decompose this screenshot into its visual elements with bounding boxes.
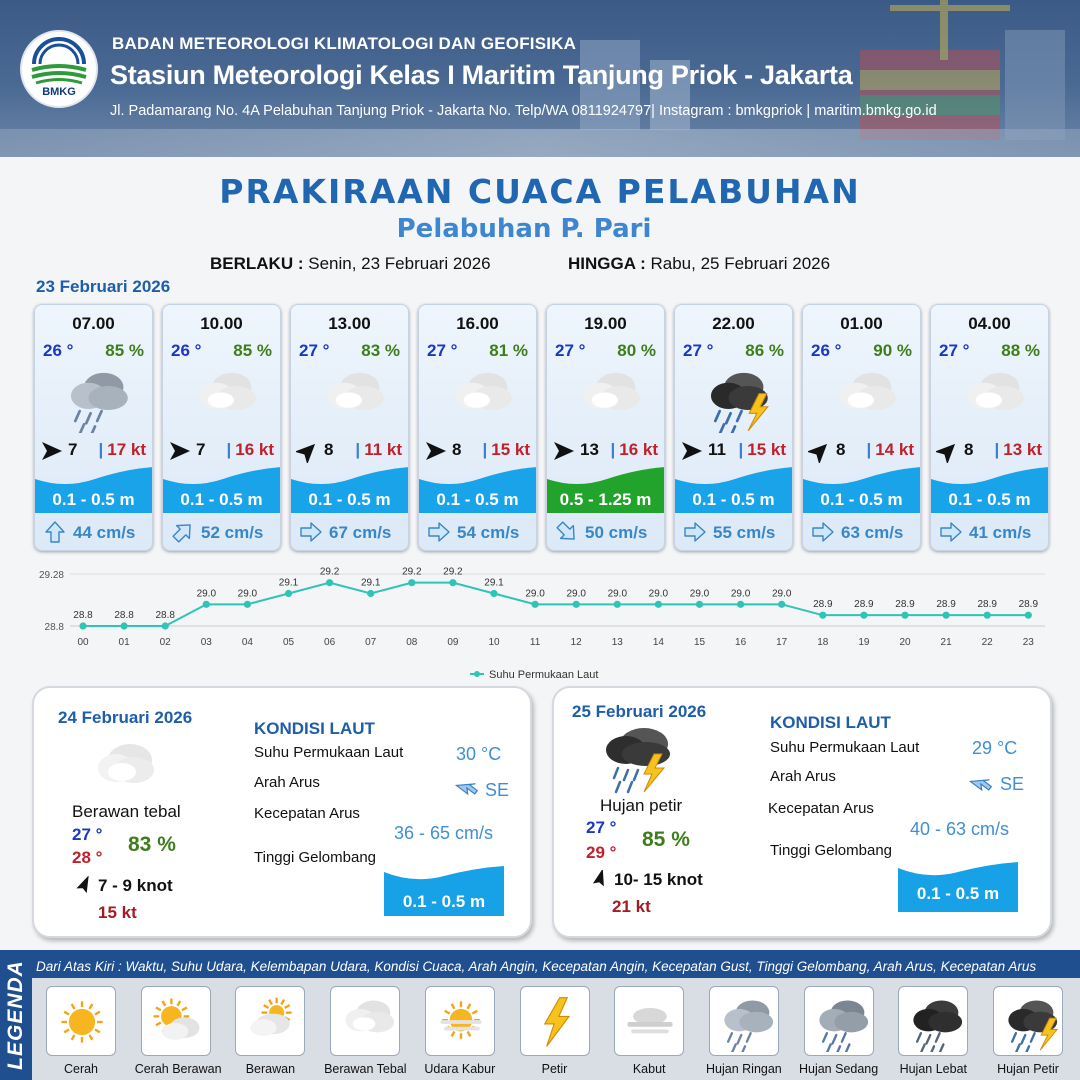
current-direction-icon [555,520,579,544]
wave-height: 0.1 - 0.5 m [52,490,135,509]
wind-speed: 8 [452,440,462,459]
day2-humidity: 83 % [128,833,176,856]
gust-value: 14 kt [875,440,914,459]
legend-icon-box [141,986,211,1056]
sst-data-label: 29.1 [484,577,504,589]
current-direction-icon [43,520,67,544]
x-tick-label: 10 [488,637,500,648]
wave-height: 0.5 - 1.25 m [559,490,652,509]
hourly-card [34,304,153,551]
legend-icon-box [330,986,400,1056]
sst-data-label: 28.9 [977,599,997,611]
day3-wave-label: Tinggi Gelombang [770,842,893,859]
sst-data-label: 29.2 [319,566,340,578]
day3-current-speed: 40 - 63 cm/s [910,819,1010,839]
sst-data-label: 28.9 [936,599,956,611]
sst-data-label: 29.1 [278,577,299,589]
air-temperature: 26 ° [171,341,202,360]
sst-data-point [121,622,128,629]
forecast-time: 13.00 [328,314,371,333]
current-speed: 55 cm/s [713,523,776,542]
legend-label: Cerah Berawan [134,1062,222,1076]
legend-label: Hujan Ringan [706,1062,782,1076]
wave-height: 0.1 - 0.5 m [820,490,903,509]
day3-panel [552,686,1052,938]
sst-data-point [737,601,744,608]
sst-data-label: 28.9 [1018,599,1039,611]
sst-data-label: 29.0 [607,588,628,600]
legend-label: Hujan Lebat [899,1062,967,1076]
x-tick-label: 16 [735,637,747,648]
valid-to-value: Rabu, 25 Februari 2026 [650,254,831,273]
sst-data-label: 29.2 [443,566,463,578]
day1-date: 23 Februari 2026 [36,277,171,296]
gust-value: 15 kt [747,440,786,459]
current-direction-icon [683,520,707,544]
legend-icon-box [235,986,305,1056]
sst-data-label: 29.2 [402,566,422,578]
forecast-time: 16.00 [456,314,499,333]
x-tick-label: 13 [611,637,623,648]
gust-speed: | 11 kt [355,440,402,459]
sst-data-label: 29.0 [648,588,669,600]
x-tick-label: 09 [447,637,459,648]
sst-data-point [162,622,169,629]
legend-item [419,986,501,1076]
current-direction-icon [811,520,835,544]
x-tick-label: 17 [776,637,788,648]
humidity: 80 % [617,341,656,360]
thick-cloud-icon [183,363,263,433]
legend-swatch-dot [474,671,480,677]
humidity: 81 % [489,341,528,360]
valid-to-label: HINGGA : [568,254,646,273]
wind-direction-icon [40,439,64,463]
sst-data-label: 28.8 [73,610,93,621]
legend-icon-box [709,986,779,1056]
wind-speed: 7 [68,440,78,459]
wave-height: 0.1 - 0.5 m [180,490,263,509]
x-tick-label: 07 [365,637,377,648]
gust-value: 16 kt [235,440,274,459]
legend-label: Berawan Tebal [324,1062,407,1076]
sst-data-point [449,579,456,586]
legend-title-text: LEGENDA [4,960,27,1070]
legend-item [703,986,785,1076]
sst-data-point [367,590,374,597]
current-speed: 44 cm/s [73,523,136,542]
day2-current-dir-label: Arah Arus [254,774,320,791]
sst-data-label: 29.0 [566,588,586,600]
wind-direction-icon [808,439,832,463]
thunderstorm-icon [695,363,775,433]
sst-data-label: 28.8 [114,610,134,621]
y-tick-label: 29.28 [38,570,64,581]
heavy-rain-icon [904,992,964,1052]
legend-item [798,986,880,1076]
header-banner [0,0,1080,157]
gust-value: 13 kt [1003,440,1042,459]
sst-data-point [532,601,539,608]
humidity: 88 % [1001,341,1040,360]
sst-data-label: 29.1 [360,577,381,589]
forecast-time: 01.00 [840,314,883,333]
legend-label: Hujan Sedang [798,1062,879,1076]
thick-cloud-icon [567,363,647,433]
sst-data-label: 29.0 [525,588,545,600]
forecast-time: 07.00 [72,314,115,333]
day3-condition: Hujan petir [600,796,683,815]
wind-direction-icon [552,439,576,463]
air-temperature: 26 ° [811,341,842,360]
air-temperature: 27 ° [683,341,714,360]
sst-data-point [778,601,785,608]
humidity: 83 % [361,341,400,360]
partly-sunny-icon [147,992,207,1052]
current-speed: 67 cm/s [329,523,392,542]
chart-legend-label: Suhu Permukaan Laut [489,669,599,681]
weather-condition [183,363,263,433]
wind-speed: 7 [196,440,206,459]
org-name: BADAN METEOROLOGI KLIMATOLOGI DAN GEOFISIKA [112,34,577,53]
x-tick-label: 11 [529,637,541,648]
current-speed: 63 cm/s [841,523,904,542]
sst-data-point [244,601,251,608]
day2-current-speed-label: Kecepatan Arus [254,805,360,822]
sst-data-label: 28.8 [155,610,175,621]
sst-data-point [614,601,621,608]
legend-label: Berawan [245,1062,296,1076]
sst-chart [0,560,1080,685]
y-tick-label: 28.8 [44,622,64,633]
x-tick-label: 21 [940,637,952,648]
day2-sst: 30 °C [456,744,502,764]
legend-label: Udara Kabur [424,1062,496,1076]
legend-icon-box [46,986,116,1056]
hourly-card [930,304,1049,551]
current-direction-icon [939,520,963,544]
legend-label: Kabut [632,1062,666,1076]
x-tick-label: 00 [77,637,89,648]
gust-speed: | 17 kt [98,440,146,459]
sst-data-point [860,612,867,619]
wave-height: 0.1 - 0.5 m [948,490,1031,509]
day3-gust: 21 kt [612,897,651,916]
light-rain-icon [55,363,135,433]
weather-condition [311,363,391,433]
legend-icon-box [425,986,495,1056]
day2-panel [32,686,532,938]
legend-item [40,986,122,1076]
x-tick-label: 23 [1022,637,1034,648]
weather-condition [823,363,903,433]
moderate-rain-icon [810,992,870,1052]
thick-cloud-icon [823,363,903,433]
current-direction-icon [299,520,323,544]
legend-label: Hujan Petir [997,1062,1059,1076]
sst-data-point [326,579,333,586]
sst-data-point [819,612,826,619]
day3-temp-max: 29 ° [586,843,617,862]
sst-data-label: 29.0 [730,588,751,600]
day3-current-dir-label: Arah Arus [770,768,836,785]
current-speed: 54 cm/s [457,523,520,542]
hourly-card [674,304,793,551]
thick-cloud-icon [951,363,1031,433]
legend-item [608,986,690,1076]
weather-condition [951,363,1031,433]
valid-from-value: Senin, 23 Februari 2026 [308,254,491,273]
legend-item [229,986,311,1076]
legend-icon-box [898,986,968,1056]
day2-temp-min: 27 ° [72,825,103,844]
sst-data-label: 28.9 [895,599,915,611]
sst-data-point [79,622,86,629]
day2-wave-label: Tinggi Gelombang [254,849,377,866]
day2-sst-label: Suhu Permukaan Laut [254,744,404,761]
station-address: Jl. Padamarang No. 4A Pelabuhan Tanjung Priok - Jakarta No. Telp/WA 0811924797| Instagram : bmkgpriok | maritim.bmkg.go.id [110,103,937,119]
current-direction-icon [454,776,480,802]
wave-height: 0.1 - 0.5 m [692,490,775,509]
wind-speed: 13 [580,440,599,459]
legend-item [324,986,406,1076]
x-tick-label: 04 [241,637,253,648]
forecast-time: 10.00 [200,314,243,333]
legend-item [134,986,222,1076]
wind-direction-icon [168,439,192,463]
sst-data-point [490,590,497,597]
humidity: 85 % [233,341,272,360]
legend-label: Petir [541,1062,568,1076]
fog-icon [620,992,680,1052]
gust-value: 11 kt [364,440,402,459]
thick-cloud-icon [439,363,519,433]
current-direction-icon [427,520,451,544]
current-speed: 50 cm/s [585,523,648,542]
sst-data-point [203,601,210,608]
hourly-card [290,304,409,551]
day3-wind: 10- 15 knot [614,870,703,889]
hourly-card [418,304,537,551]
sst-data-label: 29.0 [689,588,710,600]
x-tick-label: 01 [118,637,130,648]
sst-data-point [984,612,991,619]
weather-condition [567,363,647,433]
sst-data-point [408,579,415,586]
day2-current-speed: 36 - 65 cm/s [394,823,494,843]
x-tick-label: 18 [817,637,829,648]
day2-sea-title: KONDISI LAUT [254,719,375,738]
x-tick-label: 22 [981,637,993,648]
forecast-time: 22.00 [712,314,755,333]
gust-speed: | 15 kt [482,440,530,459]
sst-data-point [655,601,662,608]
legend-title [0,950,32,1080]
legend-icon-box [993,986,1063,1056]
x-tick-label: 14 [652,637,664,648]
weather-condition [55,363,135,433]
bmkg-logo [20,30,98,108]
wind-direction-icon [936,439,960,463]
wind-direction-icon [296,439,320,463]
sst-data-label: 28.9 [813,599,833,611]
day3-current-dir: SE [1000,774,1025,794]
day3-date: 25 Februari 2026 [572,702,707,721]
x-tick-label: 12 [570,637,582,648]
sst-data-point [901,612,908,619]
legend-item [987,986,1069,1076]
sst-data-label: 29.0 [237,588,258,600]
x-tick-label: 15 [693,637,706,648]
gust-speed: | 15 kt [738,440,786,459]
valid-to [568,254,830,274]
hourly-card [802,304,921,551]
sst-data-point [285,590,292,597]
legend-item [514,986,596,1076]
forecast-time: 19.00 [584,314,627,333]
legend-icon-box [520,986,590,1056]
valid-from [210,254,491,274]
weather-condition [695,363,775,433]
wind-direction-icon [72,876,94,896]
day2-gust: 15 kt [98,903,137,922]
current-speed: 41 cm/s [969,523,1032,542]
gust-value: 16 kt [619,440,658,459]
day3-current-speed-label: Kecepatan Arus [768,800,874,817]
wave-height: 0.1 - 0.5 m [308,490,391,509]
day2-condition: Berawan tebal [72,802,181,821]
thick-cloud-icon [311,363,391,433]
day3-sea-title: KONDISI LAUT [770,713,891,732]
legend-label: Cerah [63,1062,99,1076]
current-direction-icon [171,520,195,544]
hourly-card [162,304,281,551]
wind-speed: 8 [836,440,846,459]
current-direction-icon [968,772,994,798]
day2-wind: 7 - 9 knot [98,876,173,895]
x-tick-label: 06 [324,637,336,648]
day3-sst: 29 °C [972,738,1018,758]
hourly-card [546,304,665,551]
day3-sst-label: Suhu Permukaan Laut [770,739,920,756]
thunderstorm-icon [999,992,1059,1052]
header-floor-band [0,129,1080,157]
x-tick-label: 02 [159,637,171,648]
page-title: PRAKIRAAN CUACA PELABUHAN [219,172,861,211]
page-subtitle: Pelabuhan P. Pari [396,214,652,244]
gust-speed: | 13 kt [994,440,1042,459]
gust-value: 15 kt [491,440,530,459]
wind-speed: 8 [964,440,974,459]
wind-direction-icon [680,439,704,463]
air-temperature: 27 ° [939,341,970,360]
wind-direction-icon [424,439,448,463]
station-name: Stasiun Meteorologi Kelas I Maritim Tanjung Priok - Jakarta [110,60,853,90]
gust-speed: | 14 kt [866,440,914,459]
sst-data-point [1025,612,1032,619]
current-speed: 52 cm/s [201,523,264,542]
wind-speed: 8 [324,440,334,459]
sst-data-point [943,612,950,619]
sst-data-label: 29.0 [196,588,217,600]
air-temperature: 27 ° [299,341,330,360]
humidity: 90 % [873,341,912,360]
day2-current-dir: SE [485,780,510,800]
day2-temp-max: 28 ° [72,848,103,867]
day3-temp-min: 27 ° [586,818,617,837]
sst-data-point [696,601,703,608]
sunny-icon [52,992,112,1052]
thunderstorm-icon [598,724,682,796]
thick-cloud-icon [92,738,162,786]
sst-data-point [573,601,580,608]
x-tick-label: 20 [899,637,911,648]
gust-value: 17 kt [107,440,146,459]
weather-condition [439,363,519,433]
x-tick-label: 03 [200,637,212,648]
wind-speed: 11 [708,440,726,459]
sst-data-label: 28.9 [854,599,874,611]
air-temperature: 27 ° [427,341,458,360]
sst-data-label: 29.0 [771,588,792,600]
x-tick-label: 19 [858,637,870,648]
humidity: 85 % [105,341,144,360]
cloudy-icon [241,992,301,1052]
forecast-time: 04.00 [968,314,1011,333]
lightning-icon [526,992,586,1052]
thick-cloud-icon [336,992,396,1052]
wind-direction-icon [588,870,610,890]
haze-icon [431,992,491,1052]
day2-date: 24 Februari 2026 [58,708,193,727]
day3-wave: 0.1 - 0.5 m [916,884,1000,903]
air-temperature: 27 ° [555,341,586,360]
logo-text: BMKG [42,86,76,98]
wave-height: 0.1 - 0.5 m [436,490,519,509]
light-rain-icon [715,992,775,1052]
legend-description: Dari Atas Kiri : Waktu, Suhu Udara, Kelembapan Udara, Kondisi Cuaca, Arah Angin, Kecepatan Angin, Kecepatan Gust, Tinggi Gelombang, Arah Arus, Kecepatan Arus [36,959,1037,974]
gust-speed: | 16 kt [226,440,274,459]
legend-icon-box [804,986,874,1056]
air-temperature: 26 ° [43,341,74,360]
humidity: 86 % [745,341,784,360]
gust-speed: | 16 kt [610,440,658,459]
x-tick-label: 08 [406,637,418,648]
legend-item [892,986,974,1076]
legend-icon-box [614,986,684,1056]
sst-series-line [83,583,1028,626]
day2-wave: 0.1 - 0.5 m [402,892,486,911]
day3-humidity: 85 % [642,828,690,851]
x-tick-label: 05 [282,637,295,648]
valid-from-label: BERLAKU : [210,254,304,273]
